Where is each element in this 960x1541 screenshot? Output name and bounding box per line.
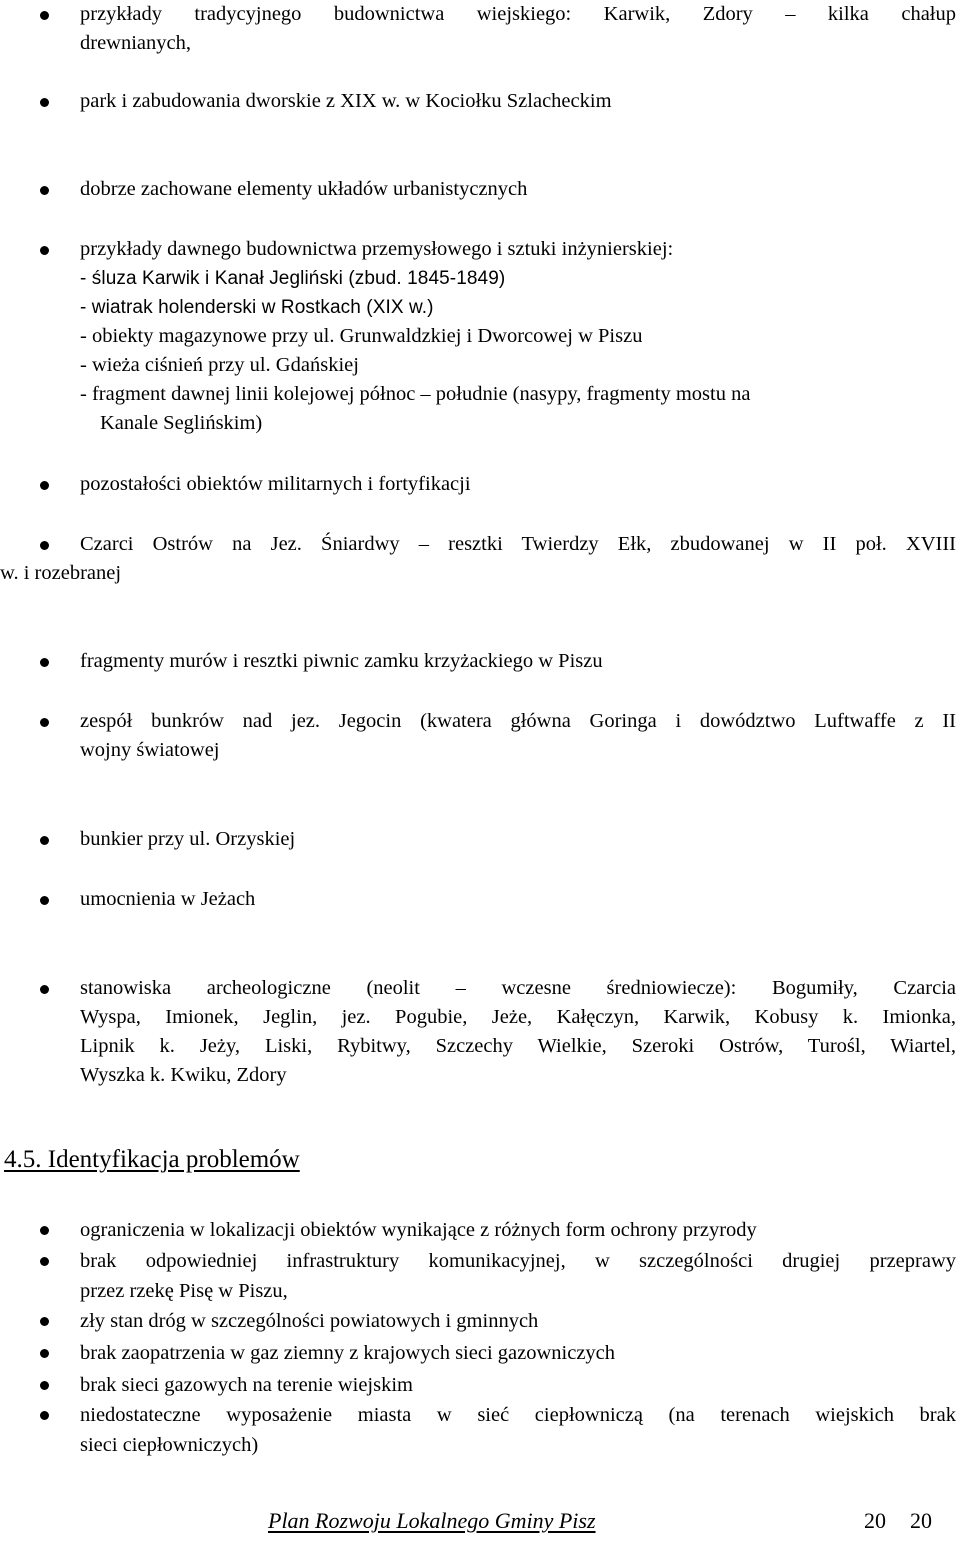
list-item-line: - fragment dawnej linii kolejowej północ – południe (nasypy, fragmenty mostu na [80, 383, 751, 405]
page-number: 20 [864, 1508, 886, 1533]
footer-title: Plan Rozwoju Lokalnego Gminy Pisz [268, 1508, 596, 1533]
list-item-line: pozostałości obiektów militarnych i fortyfikacji [80, 473, 471, 495]
list-bullet [40, 246, 49, 255]
list-item-line: zespół bunkrów nad jez. Jegocin (kwatera główna Goringa i dowództwo Luftwaffe z II [80, 710, 956, 732]
list-bullet [40, 541, 49, 550]
list-item-line: fragmenty murów i resztki piwnic zamku krzyżackiego w Piszu [80, 650, 603, 672]
list-item-line: brak odpowiedniej infrastruktury komunikacyjnej, w szczególności drugiej przeprawy [80, 1250, 956, 1272]
list-item [80, 87, 956, 116]
list-item-line: Czarci Ostrów na Jez. Śniardwy – resztki Twierdzy Ełk, zbudowanej w II poł. XVIII [80, 533, 956, 555]
list-item-line: Lipnik k. Jeży, Liski, Rybitwy, Szczechy Wielkie, Szeroki Ostrów, Turośl, Wiartel, [80, 1035, 956, 1057]
list-item [80, 1338, 956, 1368]
list-item-line: park i zabudowania dworskie z XIX w. w Kociołku Szlacheckim [80, 90, 612, 112]
list-item-line: w. i rozebranej [0, 562, 122, 584]
list-bullet [40, 1317, 49, 1326]
list-item-line: ograniczenia w lokalizacji obiektów wynikające z różnych form ochrony przyrody [80, 1219, 757, 1241]
list-item-line: - wieża ciśnień przy ul. Gdańskiej [80, 354, 359, 376]
list-item-line: Wyspa, Imionek, Jeglin, jez. Pogubie, Jeże, Kałęczyn, Karwik, Kobusy k. Imionka, [80, 1006, 956, 1028]
list-bullet [40, 1349, 49, 1358]
list-bullet [40, 186, 49, 195]
list-item [80, 235, 956, 438]
list-bullet [40, 11, 49, 20]
list-item [80, 885, 956, 914]
list-item-line: przykłady tradycyjnego budownictwa wiejskiego: Karwik, Zdory – kilka chałup [80, 3, 956, 25]
list-item [0, 530, 956, 588]
section-heading: 4.5. Identyfikacja problemów [4, 1146, 300, 1173]
list-bullet [40, 985, 49, 994]
list-item-line: drewnianych, [80, 32, 191, 54]
list-item-line: - śluza Karwik i Kanał Jegliński (zbud. 1845-1849) [80, 268, 506, 289]
list-item [80, 647, 956, 676]
list-bullet [40, 98, 49, 107]
list-item-line: umocnienia w Jeżach [80, 888, 256, 910]
list-item-line: wojny światowej [80, 739, 220, 761]
list-bullet [40, 481, 49, 490]
list-item-line: brak zaopatrzenia w gaz ziemny z krajowych sieci gazowniczych [80, 1342, 616, 1364]
list-item [80, 1246, 956, 1306]
list-item [80, 1400, 956, 1460]
list-item [80, 175, 956, 204]
list-item [80, 1215, 956, 1245]
list-item-line: bunkier przy ul. Orzyskiej [80, 828, 296, 850]
list-item [80, 974, 956, 1090]
list-item-line: sieci ciepłowniczych) [80, 1434, 259, 1456]
list-item [80, 470, 956, 499]
list-item [80, 707, 956, 765]
list-bullet [40, 836, 49, 845]
list-bullet [40, 1381, 49, 1390]
page-footer [0, 1508, 960, 1538]
list-item-line: dobrze zachowane elementy układów urbanistycznych [80, 178, 528, 200]
list-item [80, 0, 956, 58]
list-bullet [40, 1257, 49, 1266]
list-item-line: przez rzekę Pisę w Piszu, [80, 1280, 288, 1302]
list-bullet [40, 718, 49, 727]
list-bullet [40, 896, 49, 905]
list-item [80, 825, 956, 854]
list-bullet [40, 1411, 49, 1420]
list-item-line: Wyszka k. Kwiku, Zdory [80, 1064, 287, 1086]
list-item-line: przykłady dawnego budownictwa przemysłowego i sztuki inżynierskiej: [80, 238, 674, 260]
list-bullet [40, 1226, 49, 1235]
list-item [80, 1306, 956, 1336]
list-item-line: brak sieci gazowych na terenie wiejskim [80, 1374, 413, 1396]
list-item-line: zły stan dróg w szczególności powiatowych i gminnych [80, 1310, 539, 1332]
list-item-line: niedostateczne wyposażenie miasta w sieć ciepłowniczą (na terenach wiejskich brak [80, 1404, 956, 1426]
list-item-line: Kanale Seglińskim) [100, 412, 263, 434]
list-bullet [40, 658, 49, 667]
list-item-line: - wiatrak holenderski w Rostkach (XIX w.) [80, 297, 434, 318]
list-item-line: - obiekty magazynowe przy ul. Grunwaldzkiej i Dworcowej w Piszu [80, 325, 643, 347]
list-item-line: stanowiska archeologiczne (neolit – wczesne średniowiecze): Bogumiły, Czarcia [80, 977, 956, 999]
page-number: 20 [910, 1508, 932, 1533]
list-item [80, 1370, 956, 1400]
